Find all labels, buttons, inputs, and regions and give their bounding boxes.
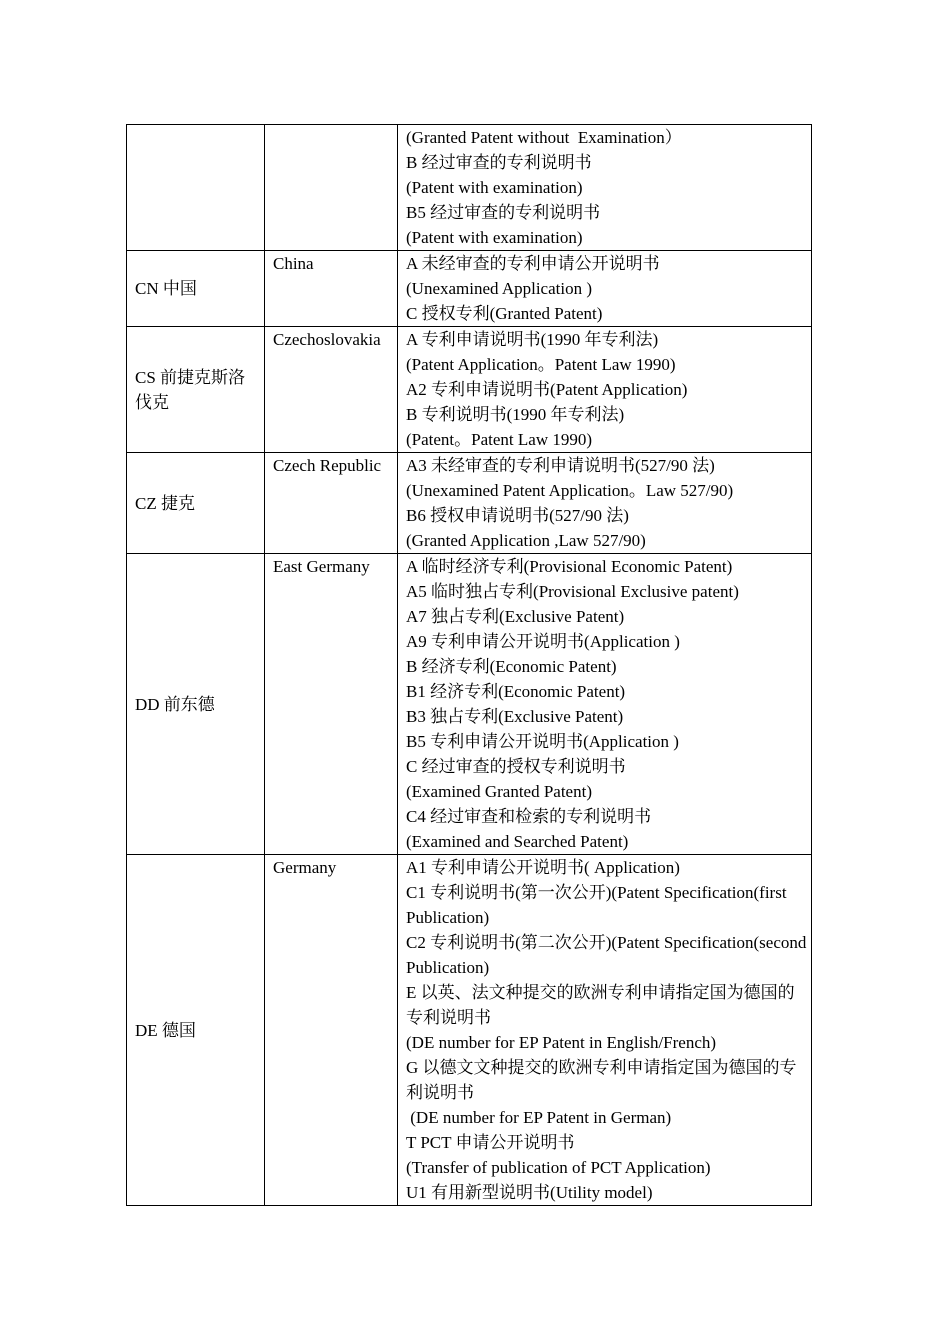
table-row <box>127 125 812 251</box>
kind-code-line: (Patent Application。Patent Law 1990) <box>406 355 676 374</box>
table-row <box>127 327 812 453</box>
kind-code-line: A 未经审查的专利申请公开说明书 <box>406 254 660 273</box>
kind-codes-cell <box>398 125 812 251</box>
table-row <box>127 554 812 855</box>
kind-code-line: (Transfer of publication of PCT Application) <box>406 1158 711 1177</box>
kind-code-line: A5 临时独占专利(Provisional Exclusive patent) <box>406 582 739 601</box>
kind-code-line: A 专利申请说明书(1990 年专利法) <box>406 330 659 349</box>
country-name-cell: East Germany <box>265 554 398 855</box>
kind-code-line: B5 经过审查的专利说明书 <box>406 203 601 222</box>
kind-code-line: B 经济专利(Economic Patent) <box>406 657 617 676</box>
country-name-cell: Czech Republic <box>265 453 398 554</box>
country-code-cell: DD 前东德 <box>127 554 265 855</box>
kind-code-line: B6 授权申请说明书(527/90 法) <box>406 506 629 525</box>
kind-code-line: (Unexamined Patent Application。Law 527/90) <box>406 481 734 500</box>
country-name-cell <box>265 125 398 251</box>
kind-codes-cell <box>398 855 812 1206</box>
kind-code-line: A3 未经审查的专利申请说明书(527/90 法) <box>406 456 715 475</box>
kind-code-line: (Examined and Searched Patent) <box>406 832 629 851</box>
kind-code-line: A1 专利申请公开说明书( Application) <box>406 858 680 877</box>
country-code-cell: CN 中国 <box>127 251 265 327</box>
country-code-cell <box>127 125 265 251</box>
kind-code-line: B 经过审查的专利说明书 <box>406 153 592 172</box>
table-row <box>127 855 812 1206</box>
kind-code-line: A2 专利申请说明书(Patent Application) <box>406 380 688 399</box>
kind-codes-cell <box>398 453 812 554</box>
kind-code-line: (Granted Application ,Law 527/90) <box>406 531 646 550</box>
kind-code-line: B3 独占专利(Exclusive Patent) <box>406 707 624 726</box>
kind-code-line: B1 经济专利(Economic Patent) <box>406 682 626 701</box>
country-code-cell: CS 前捷克斯洛伐克 <box>127 327 265 453</box>
kind-code-line: (Examined Granted Patent) <box>406 782 592 801</box>
kind-code-line: A9 专利申请公开说明书(Application ) <box>406 632 680 651</box>
kind-code-line: (Patent。Patent Law 1990) <box>406 430 593 449</box>
kind-code-line: C 授权专利(Granted Patent) <box>406 304 603 323</box>
kind-code-line: C4 经过审查和检索的专利说明书 <box>406 807 652 826</box>
country-name-cell: Czechoslovakia <box>265 327 398 453</box>
kind-code-line: B5 专利申请公开说明书(Application ) <box>406 732 679 751</box>
kind-code-line: (Granted Patent without Examination） <box>406 128 682 147</box>
kind-code-line: (DE number for EP Patent in English/French) <box>406 1033 717 1052</box>
kind-code-line: E 以英、法文种提交的欧洲专利申请指定国为德国的专利说明书 <box>406 983 795 1027</box>
table-row <box>127 251 812 327</box>
kind-codes-cell <box>398 327 812 453</box>
kind-code-line: C 经过审查的授权专利说明书 <box>406 757 626 776</box>
kind-code-line: (Unexamined Application ) <box>406 279 593 298</box>
kind-code-line: A 临时经济专利(Provisional Economic Patent) <box>406 557 733 576</box>
country-name-cell: China <box>265 251 398 327</box>
kind-code-line: (Patent with examination) <box>406 178 583 197</box>
country-code-cell: DE 德国 <box>127 855 265 1206</box>
kind-code-line: C1 专利说明书(第一次公开)(Patent Specification(first Publication) <box>406 883 791 927</box>
kind-code-line: C2 专利说明书(第二次公开)(Patent Specification(second Publication) <box>406 933 811 977</box>
kind-code-line: B 专利说明书(1990 年专利法) <box>406 405 625 424</box>
kind-codes-cell <box>398 554 812 855</box>
kind-code-line: T PCT 申请公开说明书 <box>406 1133 575 1152</box>
kind-code-line: (DE number for EP Patent in German) <box>406 1108 672 1127</box>
kind-code-line: G 以德文文种提交的欧洲专利申请指定国为德国的专利说明书 <box>406 1058 797 1102</box>
country-code-cell: CZ 捷克 <box>127 453 265 554</box>
patent-kind-code-table <box>126 124 812 1206</box>
country-name-cell: Germany <box>265 855 398 1206</box>
kind-code-line: A7 独占专利(Exclusive Patent) <box>406 607 625 626</box>
kind-code-line: (Patent with examination) <box>406 228 583 247</box>
kind-codes-cell <box>398 251 812 327</box>
kind-code-line: U1 有用新型说明书(Utility model) <box>406 1183 653 1202</box>
table-row <box>127 453 812 554</box>
